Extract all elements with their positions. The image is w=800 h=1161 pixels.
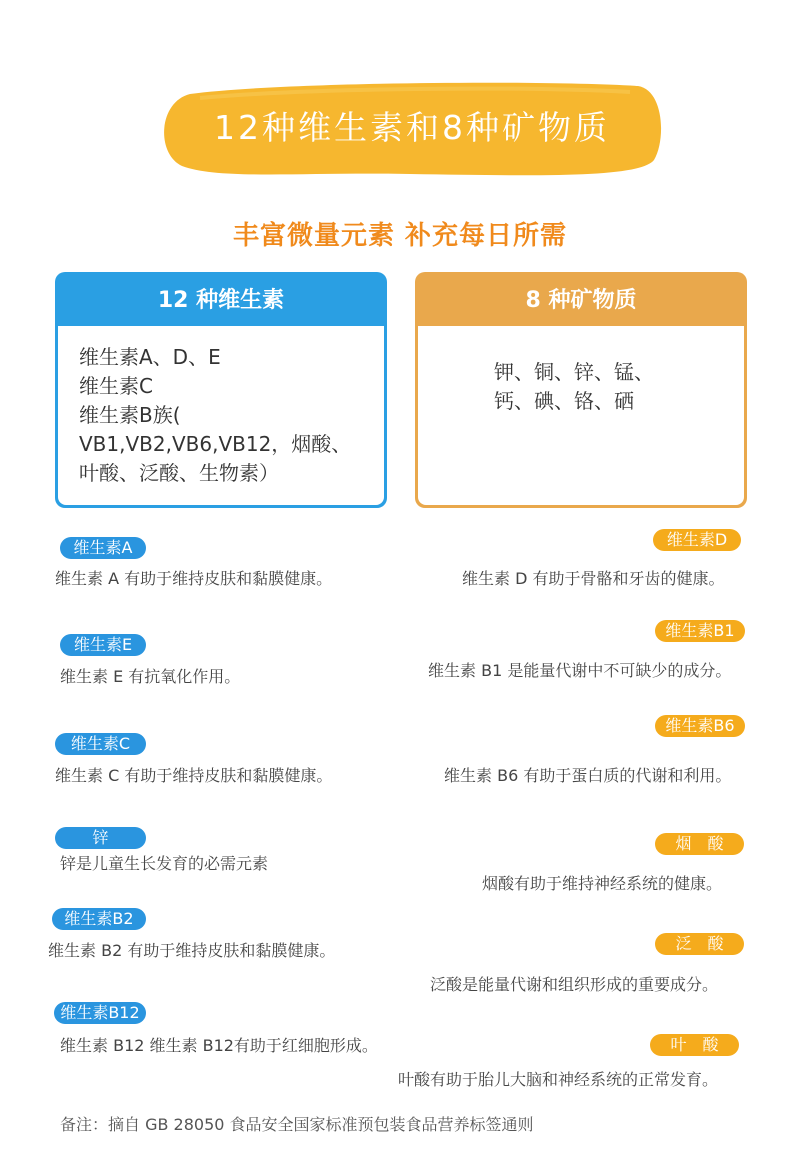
minerals-card-title: 8 种矿物质 [525,288,637,313]
tag-vitamin-c: 维生素C [55,733,146,755]
tag-vitamin-b1: 维生素B1 [655,620,745,642]
vitamins-line: VB1,VB2,VB6,VB12，烟酸、 [79,432,352,456]
vitamins-line: 叶酸、泛酸、生物素） [79,461,279,485]
desc-vitamin-e: 维生素 E 有抗氧化作用。 [60,667,241,686]
desc-vitamin-b6: 维生素 B6 有助于蛋白质的代谢和利用。 [444,766,732,785]
desc-vitamin-d: 维生素 D 有助于骨骼和牙齿的健康。 [462,569,725,588]
tag-vitamin-b2: 维生素B2 [52,908,146,930]
tag-vitamin-e: 维生素E [60,634,146,656]
desc-vitamin-b2: 维生素 B2 有助于维持皮肤和黏膜健康。 [48,941,336,960]
desc-pantothenic-acid: 泛酸是能量代谢和组织形成的重要成分。 [430,975,719,994]
title-banner [160,80,664,182]
subtitle: 丰富微量元素 补充每日所需 [232,221,568,251]
minerals-card [415,272,747,508]
desc-vitamin-c: 维生素 C 有助于维持皮肤和黏膜健康。 [55,766,333,785]
vitamins-card-title: 12 种维生素 [157,288,285,313]
tag-vitamin-a: 维生素A [60,537,146,559]
banner-title: 12种维生素和8种矿物质 [214,108,610,147]
vitamins-line: 维生素B族( [79,403,181,427]
desc-vitamin-a: 维生素 A 有助于维持皮肤和黏膜健康。 [55,569,333,588]
desc-folic-acid: 叶酸有助于胎儿大脑和神经系统的正常发育。 [398,1070,719,1089]
tag-zinc: 锌 [55,827,146,849]
desc-vitamin-b1: 维生素 B1 是能量代谢中不可缺少的成分。 [428,661,732,680]
vitamins-card-body [58,326,384,505]
minerals-line: 钙、碘、铬、硒 [494,389,634,413]
source-note: 备注：摘自 GB 28050 食品安全国家标准预包装食品营养标签通则 [60,1115,534,1134]
desc-zinc: 锌是儿童生长发育的必需元素 [60,854,269,873]
tag-pantothenic-acid: 泛 酸 [655,933,744,955]
minerals-line: 钾、铜、锌、锰、 [494,360,654,384]
tag-folic-acid: 叶 酸 [650,1034,739,1056]
vitamins-card [55,272,387,508]
desc-vitamin-b12: 维生素 B12 维生素 B12有助于红细胞形成。 [60,1036,378,1055]
tag-vitamin-b12: 维生素B12 [54,1002,146,1024]
vitamins-line: 维生素C [79,374,153,398]
tag-vitamin-d: 维生素D [653,529,741,551]
tag-niacin: 烟 酸 [655,833,744,855]
desc-niacin: 烟酸有助于维持神经系统的健康。 [482,874,723,893]
minerals-card-body [418,326,744,505]
tag-vitamin-b6: 维生素B6 [655,715,745,737]
vitamins-line: 维生素A、D、E [79,345,221,369]
